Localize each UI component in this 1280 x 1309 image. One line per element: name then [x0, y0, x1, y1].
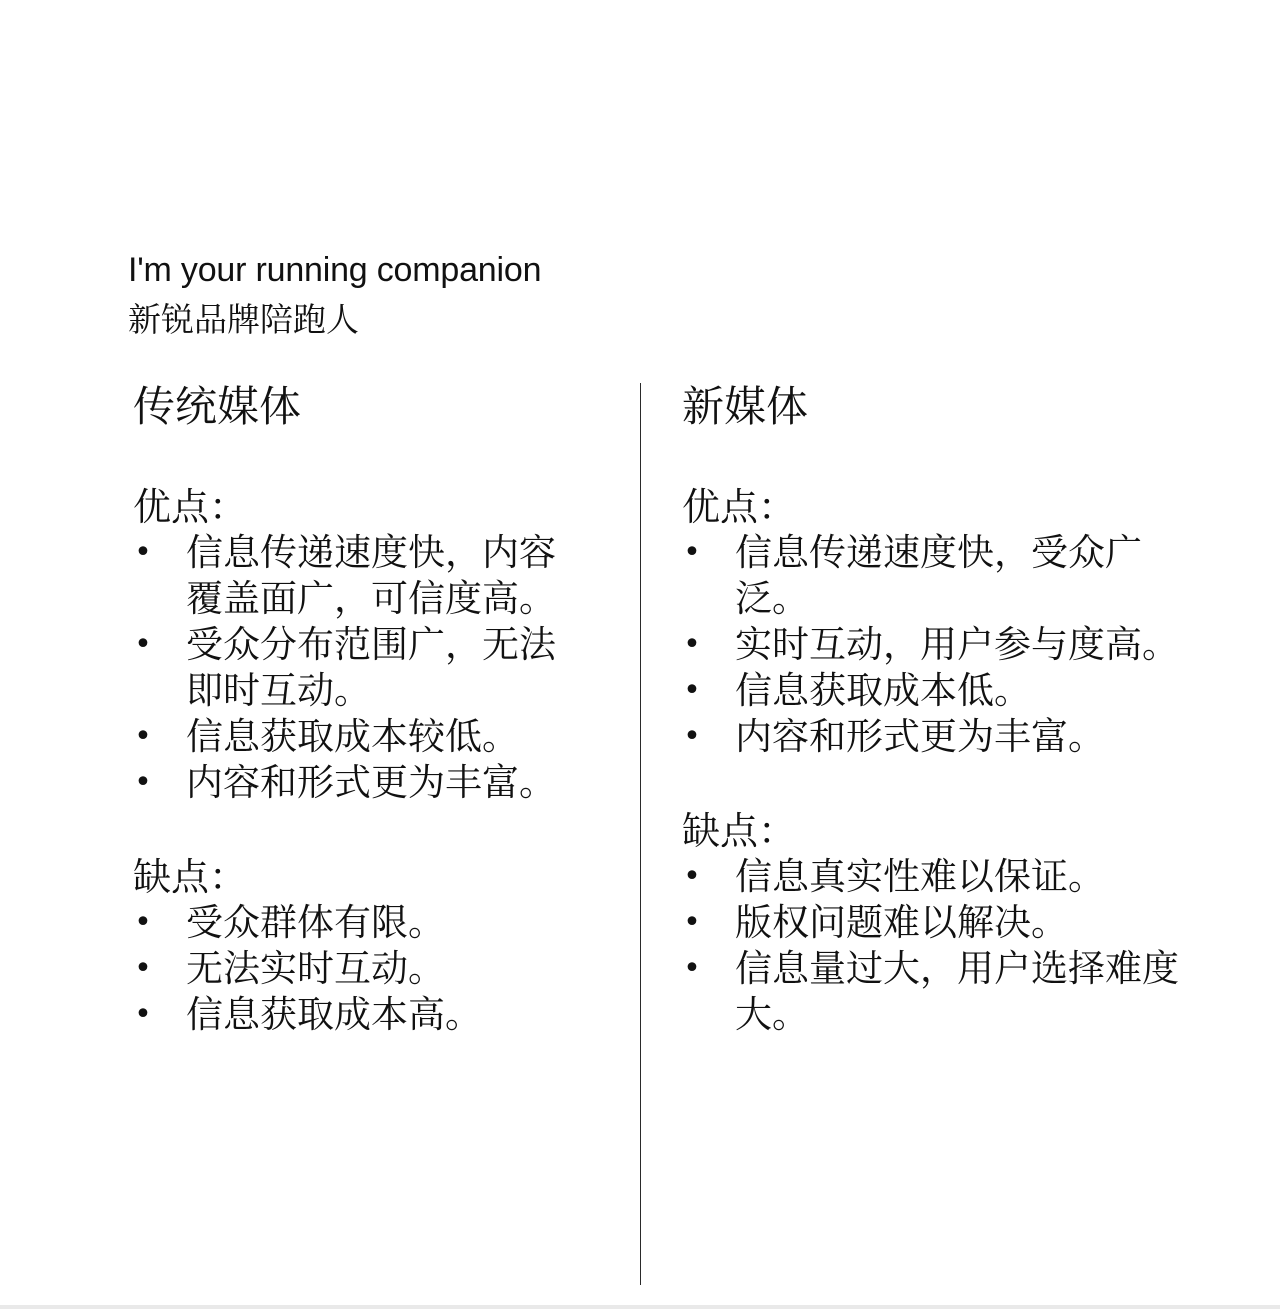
bullet-icon: •	[134, 535, 152, 570]
bullet-icon: •	[683, 859, 701, 894]
bullet-icon: •	[683, 951, 701, 986]
bullet-icon: •	[134, 719, 152, 754]
list-item-text: 信息获取成本高。	[186, 993, 482, 1036]
list-item-text: 信息传递速度快，受众广泛。	[735, 531, 1142, 620]
column-divider	[640, 383, 641, 1285]
header-tagline-en: I'm your running companion	[128, 251, 542, 289]
list-item	[682, 900, 1242, 946]
list-item	[133, 622, 613, 714]
header-tagline-zh: 新锐品牌陪跑人	[128, 300, 359, 339]
list-item	[682, 668, 1242, 714]
bullet-icon: •	[134, 997, 152, 1032]
bullet-icon: •	[683, 673, 701, 708]
list-item	[133, 946, 613, 992]
list-item	[133, 900, 613, 946]
list-item	[682, 622, 1242, 668]
pros-list-new	[682, 530, 1242, 760]
column-title-new: 新媒体	[682, 382, 809, 431]
list-item-text: 受众分布范围广，无法即时互动。	[186, 623, 556, 712]
list-item-text: 信息真实性难以保证。	[735, 855, 1105, 898]
header	[128, 246, 828, 344]
list-item	[133, 760, 613, 806]
list-item	[133, 992, 613, 1038]
bullet-icon: •	[683, 719, 701, 754]
list-item-text: 受众群体有限。	[186, 901, 445, 944]
cons-list-new	[682, 854, 1242, 1038]
list-item	[133, 714, 613, 760]
list-item-text: 信息获取成本低。	[735, 669, 1031, 712]
bullet-icon: •	[683, 535, 701, 570]
list-item	[682, 946, 1242, 1038]
list-item-text: 版权问题难以解决。	[735, 901, 1068, 944]
list-item	[682, 854, 1242, 900]
list-item-text: 内容和形式更为丰富。	[735, 715, 1105, 758]
cons-label-new: 缺点：	[682, 809, 797, 853]
column-title-traditional: 传统媒体	[133, 382, 302, 431]
bullet-icon: •	[683, 627, 701, 662]
pros-label-traditional: 优点：	[133, 485, 248, 529]
bottom-edge	[0, 1305, 1280, 1309]
pros-list-traditional	[133, 530, 613, 806]
list-item-text: 信息获取成本较低。	[186, 715, 519, 758]
list-item	[682, 530, 1242, 622]
list-item-text: 实时互动，用户参与度高。	[735, 623, 1179, 666]
cons-list-traditional	[133, 900, 613, 1038]
bullet-icon: •	[134, 627, 152, 662]
bullet-icon: •	[134, 905, 152, 940]
list-item	[682, 714, 1242, 760]
traditional-media-column	[133, 382, 613, 1038]
bullet-icon: •	[134, 951, 152, 986]
new-media-column	[682, 382, 1242, 1038]
bullet-icon: •	[134, 765, 152, 800]
list-item	[133, 530, 613, 622]
list-item-text: 信息传递速度快，内容覆盖面广，可信度高。	[186, 531, 556, 620]
list-item-text: 信息量过大，用户选择难度大。	[735, 947, 1179, 1036]
list-item-text: 无法实时互动。	[186, 947, 445, 990]
list-item-text: 内容和形式更为丰富。	[186, 761, 556, 804]
cons-label-traditional: 缺点：	[133, 855, 248, 899]
pros-label-new: 优点：	[682, 485, 797, 529]
bullet-icon: •	[683, 905, 701, 940]
